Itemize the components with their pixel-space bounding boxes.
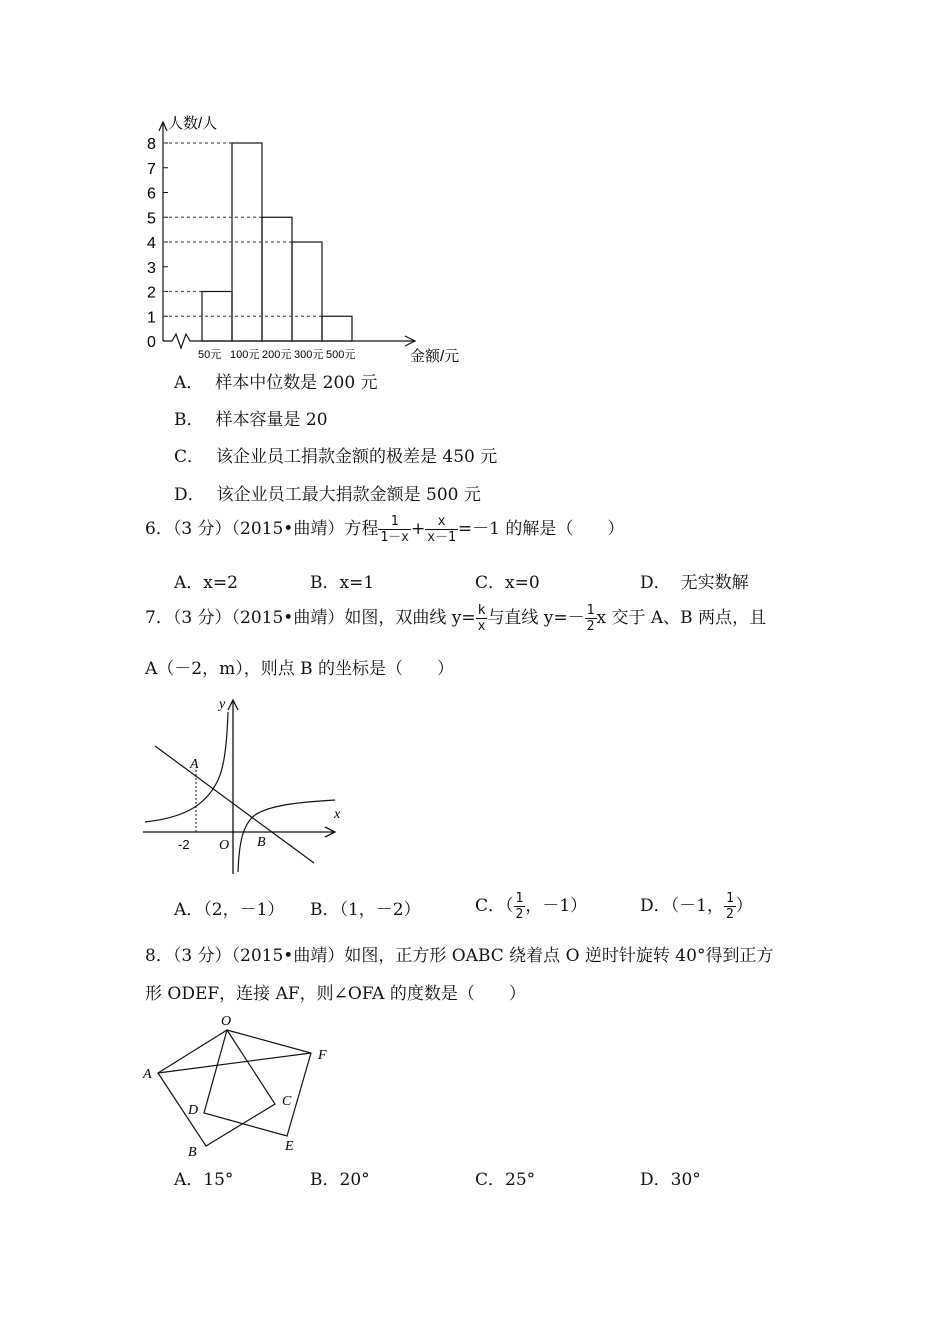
label-f: F <box>318 1048 327 1063</box>
q6-plus: + <box>410 519 426 539</box>
option-letter: C． <box>174 447 205 467</box>
point-a-label: A <box>190 757 199 772</box>
q8-stem-line1: 8．（3 分）（2015•曲靖）如图，正方形 OABC 绕着点 O 逆时针旋转 40°得到正方 <box>145 946 774 966</box>
q6-prefix: 6．（3 分）（2015•曲靖）方程 <box>145 519 379 539</box>
q7-option-c[interactable]: C．（ $\frac{1}{2}$ ，－1） <box>475 891 588 922</box>
histogram-bar <box>292 242 322 341</box>
y-tick-label: 1 <box>147 309 156 327</box>
y-tick-label: 4 <box>147 235 156 252</box>
origin-label: O <box>219 838 230 853</box>
histogram-bar <box>322 316 352 341</box>
q7-fraction-k-over-x: $\frac{k}{x}$ <box>477 603 486 634</box>
y-label: y <box>219 697 226 712</box>
q5-option-a[interactable] <box>174 372 378 394</box>
x-tick-label: 200元 <box>262 349 292 361</box>
q7-fraction-half: $\frac{1}{2}$ <box>586 603 595 634</box>
y-tick-label: 6 <box>147 185 156 203</box>
histogram-chart <box>135 110 480 365</box>
q7-stem-line2: A（－2，m），则点 B 的坐标是（ ） <box>145 659 455 679</box>
q5-option-b[interactable] <box>174 409 328 431</box>
tick-minus-2: -2 <box>178 837 190 852</box>
q7-option-d-fraction: $\frac{1}{2}$ <box>725 891 734 922</box>
x-label: x <box>334 807 341 822</box>
label-d: D <box>188 1103 199 1118</box>
q7-option-b[interactable]: B．（1，－2） <box>310 900 421 920</box>
q6-fraction-2: $\frac{x}{x-1}$ <box>427 514 456 545</box>
square-odef <box>204 1030 311 1136</box>
q5-option-d[interactable] <box>174 484 481 506</box>
q6-suffix: =－1 的解是（ ） <box>457 519 625 539</box>
y-tick-label: 2 <box>147 284 156 302</box>
y-axis-title: 人数/人 <box>168 115 218 132</box>
label-a: A <box>143 1067 152 1082</box>
option-letter: A． <box>174 373 204 393</box>
q7-option-d[interactable]: D．（－1， $\frac{1}{2}$ ） <box>640 891 753 922</box>
option-text: 该企业员工最大捐款金额是 500 元 <box>216 485 481 505</box>
x-tick-label: 500元 <box>326 349 356 361</box>
q7-prefix: 7．（3 分）（2015•曲靖）如图，双曲线 y= <box>145 608 476 628</box>
label-b: B <box>188 1145 197 1160</box>
option-text: 该企业员工捐款金额的极差是 450 元 <box>216 447 498 467</box>
q7-stem-line1 <box>145 603 766 634</box>
q8-option-b[interactable]: B．20° <box>310 1170 370 1190</box>
q6-option-b[interactable]: B．x=1 <box>310 573 375 593</box>
x-tick-label: 50元 <box>198 349 222 361</box>
q6-fraction-1: $\frac{1}{1-x}$ <box>380 514 409 545</box>
square-oabc <box>158 1030 275 1146</box>
q7-suffix: x 交于 A、B 两点，且 <box>596 608 767 628</box>
q7-figure <box>140 690 355 880</box>
x-tick-label: 300元 <box>294 349 324 361</box>
y-tick-label: 3 <box>147 259 156 277</box>
q6-option-a[interactable]: A．x=2 <box>174 573 238 593</box>
q7-option-c-fraction: $\frac{1}{2}$ <box>515 891 524 922</box>
label-e: E <box>285 1139 294 1154</box>
q6-stem <box>145 514 624 545</box>
y-tick-label: 7 <box>147 160 156 178</box>
q8-option-d[interactable]: D．30° <box>640 1170 701 1190</box>
q8-figure <box>140 1010 340 1160</box>
y-tick-label: 5 <box>147 210 156 228</box>
option-text: 样本容量是 20 <box>215 410 328 430</box>
q7-mid: 与直线 y=－ <box>487 608 585 628</box>
q6-option-c[interactable]: C．x=0 <box>475 573 540 593</box>
x-axis-title: 金额/元 <box>410 348 460 365</box>
option-letter: B． <box>174 410 204 430</box>
q8-stem-line2: 形 ODEF，连接 AF，则∠OFA 的度数是（ ） <box>145 984 526 1004</box>
q8-option-c[interactable]: C．25° <box>475 1170 536 1190</box>
x-tick-label: 100元 <box>230 349 260 361</box>
option-text: 样本中位数是 200 元 <box>215 373 378 393</box>
point-b-label: B <box>257 835 266 850</box>
hyperbola-lower-right <box>238 800 335 872</box>
q6-option-d[interactable]: D． 无实数解 <box>640 573 749 593</box>
label-c: C <box>282 1094 292 1109</box>
histogram-bar <box>262 217 292 341</box>
q7-option-a[interactable]: A．（2，－1） <box>174 900 285 920</box>
hyperbola-upper-left <box>145 712 228 822</box>
y-tick-label: 8 <box>147 136 156 153</box>
label-o: O <box>221 1014 232 1029</box>
q8-option-a[interactable]: A．15° <box>174 1170 234 1190</box>
segment-af <box>158 1053 311 1073</box>
q5-option-c[interactable] <box>174 446 497 468</box>
y-tick-label: 0 <box>147 334 156 351</box>
option-letter: D． <box>174 485 205 505</box>
